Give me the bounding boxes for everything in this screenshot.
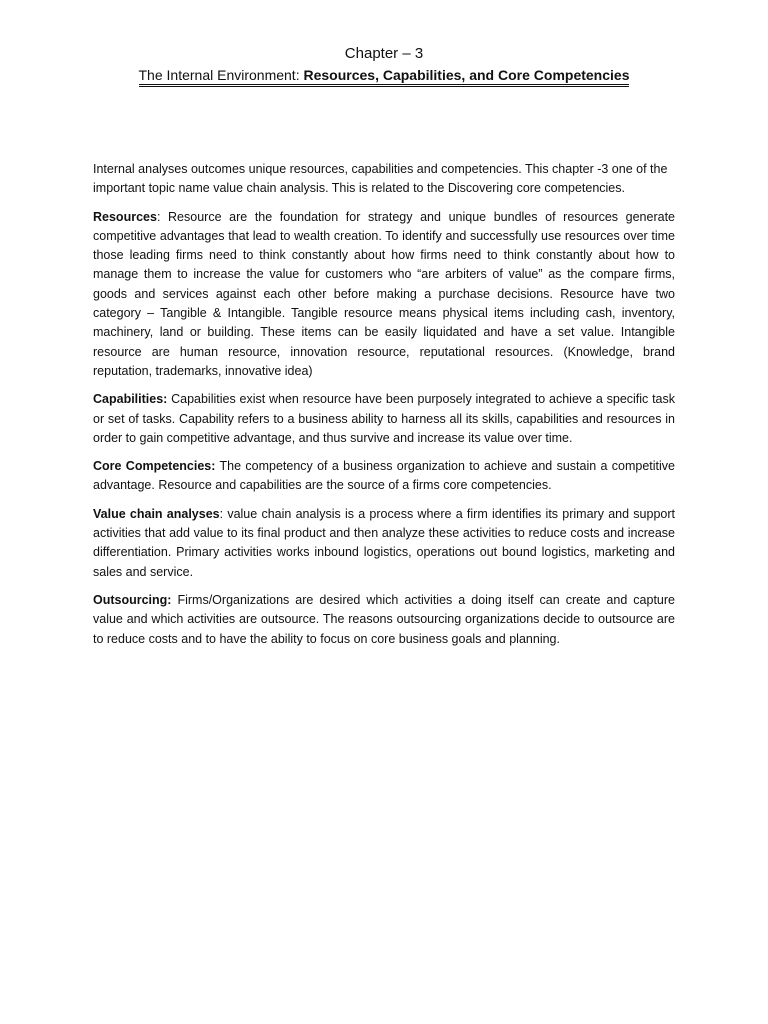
outsourcing-term: Outsourcing:	[93, 592, 172, 607]
chapter-title-plain: The Internal Environment:	[138, 67, 304, 83]
intro-paragraph: Internal analyses outcomes unique resources, capabilities and competencies. This chapter -3 one of the important topic name value chain analysis. This is related to the Discovering core competencies.	[93, 162, 668, 196]
core-competencies-term: Core Competencies:	[93, 459, 216, 474]
outsourcing-paragraph	[93, 591, 675, 649]
capabilities-term: Capabilities:	[93, 392, 168, 407]
outsourcing-text: Firms/Organizations are desired which activities a doing itself can create and capture value and which activities are outsource. The reasons outsourcing organizations decide to outsource are to reduce costs and to have the ability to focus on core business goals and planning.	[93, 592, 675, 646]
resources-term: Resources	[93, 209, 157, 224]
chapter-title-underlined	[139, 66, 630, 87]
resources-paragraph	[93, 208, 675, 382]
value-chain-term: Value chain analyses	[93, 506, 220, 521]
capabilities-text: Capabilities exist when resource have been purposely integrated to achieve a specific task or set of tasks. Capability refers to a business ability to harness all its skills, capabilities and resources in order to gain competitive advantage, and thus survive and increase its value over time.	[93, 392, 675, 445]
body-text	[93, 160, 675, 658]
core-competencies-text: The competency of a business organization to achieve and sustain a competitive advantage. Resource and capabilities are the source of a firms core competencies.	[93, 459, 676, 493]
capabilities-paragraph	[93, 390, 675, 448]
chapter-title	[0, 65, 768, 87]
chapter-title-bold: Resources, Capabilities, and Core Competencies	[303, 67, 630, 83]
resources-text: : Resource are the foundation for strategy and unique bundles of resources generate competitive advantages that lead to wealth creation. To identify and successfully use resources over time those leading firms need to think constantly about how firms need to think constantly about how to manage them to increase the value for customers who “are arbiters of value” as the compare firms, goods and services against each other before making a purchase decisions. Resource have two category – Tangible & Intangible. Tangible resource means physical items including cash, inventory, machinery, land or building. These items can be easily liquidated and have a set value. Intangible resource are human resource, innovation resource, reputational resources. (Knowledge, brand reputation, trademarks, innovative idea)	[93, 209, 675, 378]
core-competencies-paragraph	[93, 457, 675, 496]
value-chain-text: : value chain analysis is a process where a firm identifies its primary and support activities that add value to its final product and then analyze these activities to reduce costs and increase differentiation. Primary activities works inbound logistics, operations out bound logistics, marketing and sales and service.	[93, 506, 675, 579]
chapter-number: Chapter – 3	[344, 45, 424, 62]
value-chain-paragraph	[93, 505, 675, 582]
